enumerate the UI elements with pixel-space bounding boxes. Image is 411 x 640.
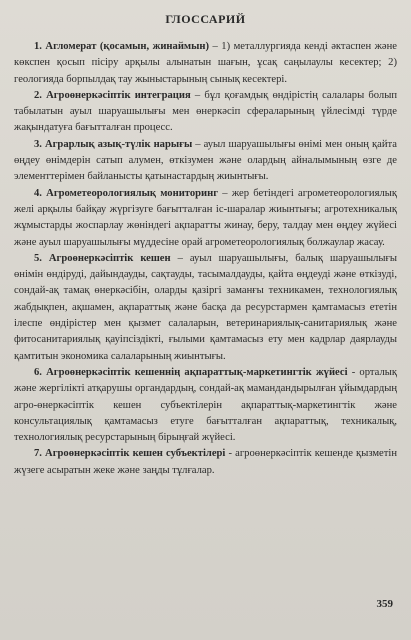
glossary-term: 2. Агроөнеркәсіптік интеграция [34,89,191,101]
glossary-entry-6 [14,365,397,446]
glossary-entry-2 [14,88,397,137]
glossary-definition: – ауыл шаруашылығы, балық шаруашылығы өнімін өндіруді, дайындауды, сақтауды, тасымалдауды, қайта өңдеуді және өткізуді, сондай-ақ тамақ өнеркәсібін, оларды қазіргі заманғы техникамен, технологиялық жабдықпен, ақшамен, ақпараттық және басқа да ресурстармен қамтамасыз ететін ілеспе өндірістер мен қызмет салаларын, ветеринариялық-санитариялық және фитосанитариялық қауіпсіздікті, ғылыми қамтамасыз ету мен кадрлар даярлауды қамтитын экономика салаларының жиынтығы. [14,252,397,362]
glossary-term: 4. Агрометеорологиялық мониторинг [34,187,219,199]
glossary-definition: - орталық және жергілікті атқарушы органдардың, сондай-ақ мамандандырылған ұйымдардың агро-өнеркәсіптік кешен субъектілерін ақпараттық-маркетингтік және консультациялық қамтамасыз етуге бағытталған ақпараттық, техникалық, технологиялық ресурстарының бірыңғай жүйесі. [14,366,397,444]
glossary-term: 5. Агроөнеркәсіптік кешен [34,252,171,264]
glossary-entry-4 [14,186,397,251]
glossary-definition: – 1) металлургияда кенді әктаспен және көкспен қосып пісіру арқылы алынатын шағын, ұсақ саңылаулы кесектер; 2) геологияда борпылдақ тау жыныстарының сынық кесектері. [14,41,398,85]
glossary-definition: - агроөнеркәсіптік кешенде қызметін жүзеге асыратын жеке және заңды тұлғалар. [14,448,398,476]
glossary-entry-5 [14,251,397,365]
glossary-term: 1. Агломерат (қосамын, жинаймын) [34,41,210,52]
glossary-entry-3 [14,137,397,186]
page-title: ГЛОССАРИЙ [165,12,246,26]
page-number: 359 [376,598,393,610]
glossary-entry-7 [14,446,397,479]
glossary-term: 7. Агроөнеркәсіптік кешен субъектілері [34,448,226,460]
glossary-definition: – ауыл шаруашылығы өнімі мен оның қайта өңдеу өнімдерін сатып алумен, өткізумен және олардың айналымының өзге де элементтерімен байланысты қатынастардың жиынтығы. [14,138,397,183]
glossary-entry-1 [14,39,397,88]
glossary-definition: – бұл қоғамдық өндірістің салалары болып табылатын ауыл шаруашылығы мен өнеркәсіп сфераларының үйлесімді түрде жақындатуға бағытталған процесс. [14,89,397,134]
glossary-term: 3. Аграрлық азық-түлік нарығы [34,138,193,150]
glossary-term: 6. Агроөнеркәсіптік кешеннің ақпараттық-маркетингтік жүйесі [34,366,348,378]
glossary-definition: – жер бетіндегі агрометеорологиялық желі арқылы байқау жүргізуге бағытталған іс-шаралар жиынтығы; агротехникалық жұмыстарды жоспарлау жөніндегі ақпаратты жинау, беру, талдау мен өңдеу жүйесі және ауыл шаруашылығы мүддесіне орай агрометеорологиялық болжаулар жасау. [14,187,397,248]
